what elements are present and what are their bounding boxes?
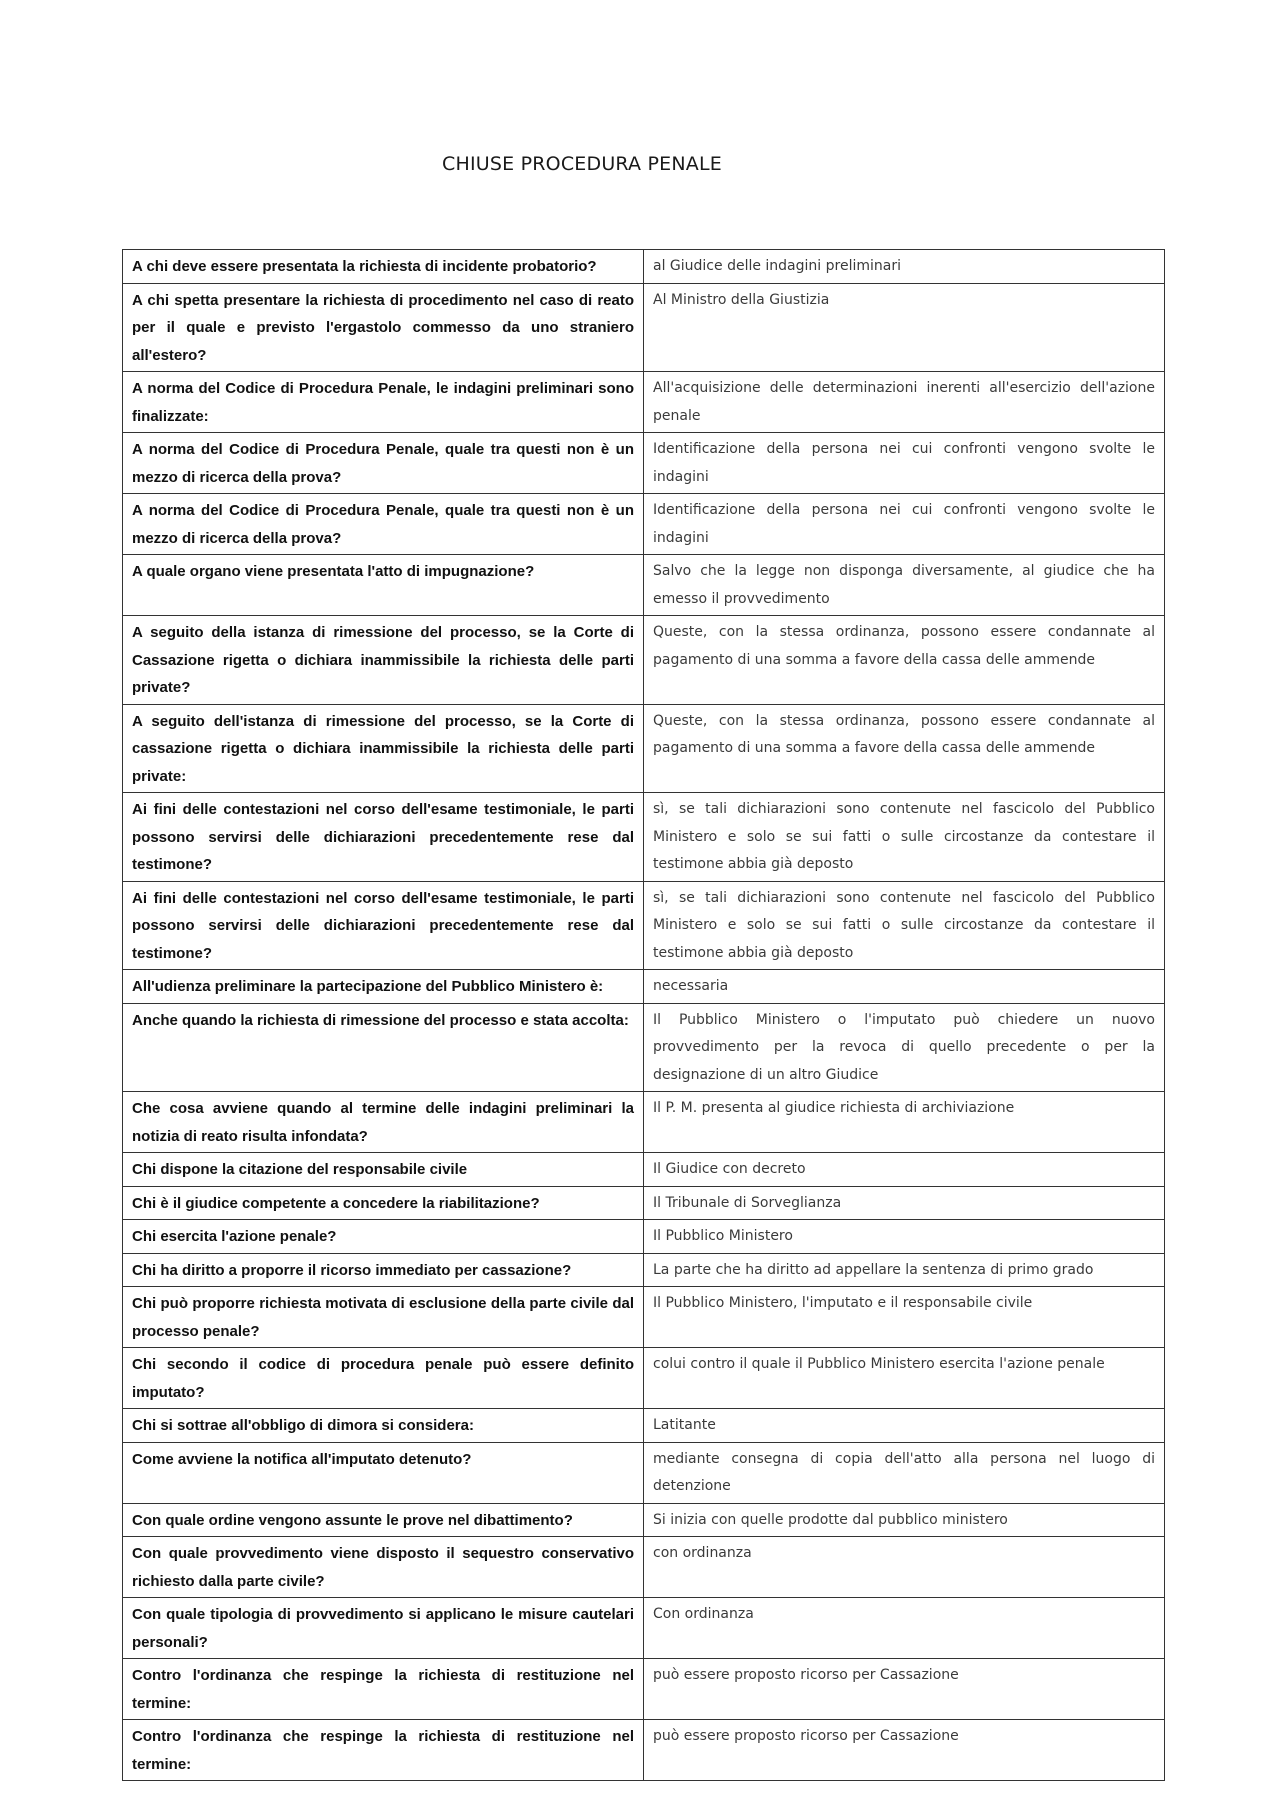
question-cell: A chi spetta presentare la richiesta di procedimento nel caso di reato per il quale e previsto l'ergastolo commesso da uno straniero all'estero? <box>123 283 644 372</box>
question-cell: Ai fini delle contestazioni nel corso dell'esame testimoniale, le parti possono servirsi delle dichiarazioni precedentemente rese dal testimone? <box>123 881 644 970</box>
table-row <box>123 433 1165 494</box>
question-cell: A norma del Codice di Procedura Penale, le indagini preliminari sono finalizzate: <box>123 372 644 433</box>
answer-cell: Latitante <box>644 1409 1165 1443</box>
table-row <box>123 1503 1165 1537</box>
question-cell: Con quale tipologia di provvedimento si applicano le misure cautelari personali? <box>123 1598 644 1659</box>
question-cell: A seguito della istanza di rimessione del processo, se la Corte di Cassazione rigetta o dichiara inammissibile la richiesta delle parti private? <box>123 616 644 705</box>
answer-cell: colui contro il quale il Pubblico Ministero esercita l'azione penale <box>644 1348 1165 1409</box>
table-row <box>123 616 1165 705</box>
question-cell: Chi ha diritto a proporre il ricorso immediato per cassazione? <box>123 1253 644 1287</box>
answer-cell: può essere proposto ricorso per Cassazione <box>644 1720 1165 1781</box>
answer-cell: La parte che ha diritto ad appellare la sentenza di primo grado <box>644 1253 1165 1287</box>
question-cell: Contro l'ordinanza che respinge la richiesta di restituzione nel termine: <box>123 1659 644 1720</box>
question-cell: Chi può proporre richiesta motivata di esclusione della parte civile dal processo penale? <box>123 1287 644 1348</box>
answer-cell: Il Tribunale di Sorveglianza <box>644 1186 1165 1220</box>
table-row <box>123 1442 1165 1503</box>
answer-cell: con ordinanza <box>644 1537 1165 1598</box>
table-row <box>123 250 1165 284</box>
table-row <box>123 1659 1165 1720</box>
answer-cell: Queste, con la stessa ordinanza, possono essere condannate al pagamento di una somma a favore della cassa delle ammende <box>644 704 1165 793</box>
answer-cell: Il Giudice con decreto <box>644 1153 1165 1187</box>
answer-cell: Il Pubblico Ministero <box>644 1220 1165 1254</box>
table-row <box>123 970 1165 1004</box>
question-cell: Chi è il giudice competente a concedere la riabilitazione? <box>123 1186 644 1220</box>
table-row <box>123 283 1165 372</box>
table-row <box>123 372 1165 433</box>
answer-cell: Identificazione della persona nei cui confronti vengono svolte le indagini <box>644 433 1165 494</box>
answer-cell: Identificazione della persona nei cui confronti vengono svolte le indagini <box>644 494 1165 555</box>
answer-cell: Il Pubblico Ministero o l'imputato può chiedere un nuovo provvedimento per la revoca di quello precedente o per la designazione di un altro Giudice <box>644 1003 1165 1092</box>
table-row <box>123 555 1165 616</box>
qa-table-body <box>123 250 1165 1781</box>
answer-cell: Queste, con la stessa ordinanza, possono essere condannate al pagamento di una somma a favore della cassa delle ammende <box>644 616 1165 705</box>
table-row <box>123 494 1165 555</box>
table-row <box>123 1220 1165 1254</box>
question-cell: Chi si sottrae all'obbligo di dimora si considera: <box>123 1409 644 1443</box>
question-cell: Con quale provvedimento viene disposto il sequestro conservativo richiesto dalla parte civile? <box>123 1537 644 1598</box>
answer-cell: necessaria <box>644 970 1165 1004</box>
question-cell: A seguito dell'istanza di rimessione del processo, se la Corte di cassazione rigetta o dichiara inammissibile la richiesta delle parti private: <box>123 704 644 793</box>
table-row <box>123 1348 1165 1409</box>
answer-cell: Salvo che la legge non disponga diversamente, al giudice che ha emesso il provvedimento <box>644 555 1165 616</box>
answer-cell: può essere proposto ricorso per Cassazione <box>644 1659 1165 1720</box>
answer-cell: Con ordinanza <box>644 1598 1165 1659</box>
table-row <box>123 881 1165 970</box>
question-cell: Anche quando la richiesta di rimessione del processo e stata accolta: <box>123 1003 644 1092</box>
table-row <box>123 1598 1165 1659</box>
table-row <box>123 1153 1165 1187</box>
question-cell: Chi esercita l'azione penale? <box>123 1220 644 1254</box>
answer-cell: Il P. M. presenta al giudice richiesta di archiviazione <box>644 1092 1165 1153</box>
table-row <box>123 704 1165 793</box>
answer-cell: mediante consegna di copia dell'atto alla persona nel luogo di detenzione <box>644 1442 1165 1503</box>
table-row <box>123 1287 1165 1348</box>
answer-cell: sì, se tali dichiarazioni sono contenute nel fascicolo del Pubblico Ministero e solo se sui fatti o sulle circostanze da contestare il testimone abbia già deposto <box>644 881 1165 970</box>
table-row <box>123 1186 1165 1220</box>
table-row <box>123 1720 1165 1781</box>
question-cell: Contro l'ordinanza che respinge la richiesta di restituzione nel termine: <box>123 1720 644 1781</box>
question-cell: Con quale ordine vengono assunte le prove nel dibattimento? <box>123 1503 644 1537</box>
table-row <box>123 1409 1165 1443</box>
table-row <box>123 1253 1165 1287</box>
question-cell: Chi secondo il codice di procedura penale può essere definito imputato? <box>123 1348 644 1409</box>
table-row <box>123 1003 1165 1092</box>
table-row <box>123 1092 1165 1153</box>
question-cell: Chi dispone la citazione del responsabile civile <box>123 1153 644 1187</box>
question-cell: A quale organo viene presentata l'atto di impugnazione? <box>123 555 644 616</box>
document-title: CHIUSE PROCEDURA PENALE <box>442 153 722 175</box>
qa-table <box>122 249 1165 1781</box>
answer-cell: sì, se tali dichiarazioni sono contenute nel fascicolo del Pubblico Ministero e solo se sui fatti o sulle circostanze da contestare il testimone abbia già deposto <box>644 793 1165 882</box>
question-cell: A norma del Codice di Procedura Penale, quale tra questi non è un mezzo di ricerca della prova? <box>123 433 644 494</box>
question-cell: Ai fini delle contestazioni nel corso dell'esame testimoniale, le parti possono servirsi delle dichiarazioni precedentemente rese dal testimone? <box>123 793 644 882</box>
answer-cell: al Giudice delle indagini preliminari <box>644 250 1165 284</box>
answer-cell: All'acquisizione delle determinazioni inerenti all'esercizio dell'azione penale <box>644 372 1165 433</box>
question-cell: A chi deve essere presentata la richiesta di incidente probatorio? <box>123 250 644 284</box>
question-cell: All'udienza preliminare la partecipazione del Pubblico Ministero è: <box>123 970 644 1004</box>
question-cell: Che cosa avviene quando al termine delle indagini preliminari la notizia di reato risulta infondata? <box>123 1092 644 1153</box>
question-cell: Come avviene la notifica all'imputato detenuto? <box>123 1442 644 1503</box>
table-row <box>123 793 1165 882</box>
table-row <box>123 1537 1165 1598</box>
answer-cell: Al Ministro della Giustizia <box>644 283 1165 372</box>
answer-cell: Il Pubblico Ministero, l'imputato e il responsabile civile <box>644 1287 1165 1348</box>
question-cell: A norma del Codice di Procedura Penale, quale tra questi non è un mezzo di ricerca della prova? <box>123 494 644 555</box>
answer-cell: Si inizia con quelle prodotte dal pubblico ministero <box>644 1503 1165 1537</box>
